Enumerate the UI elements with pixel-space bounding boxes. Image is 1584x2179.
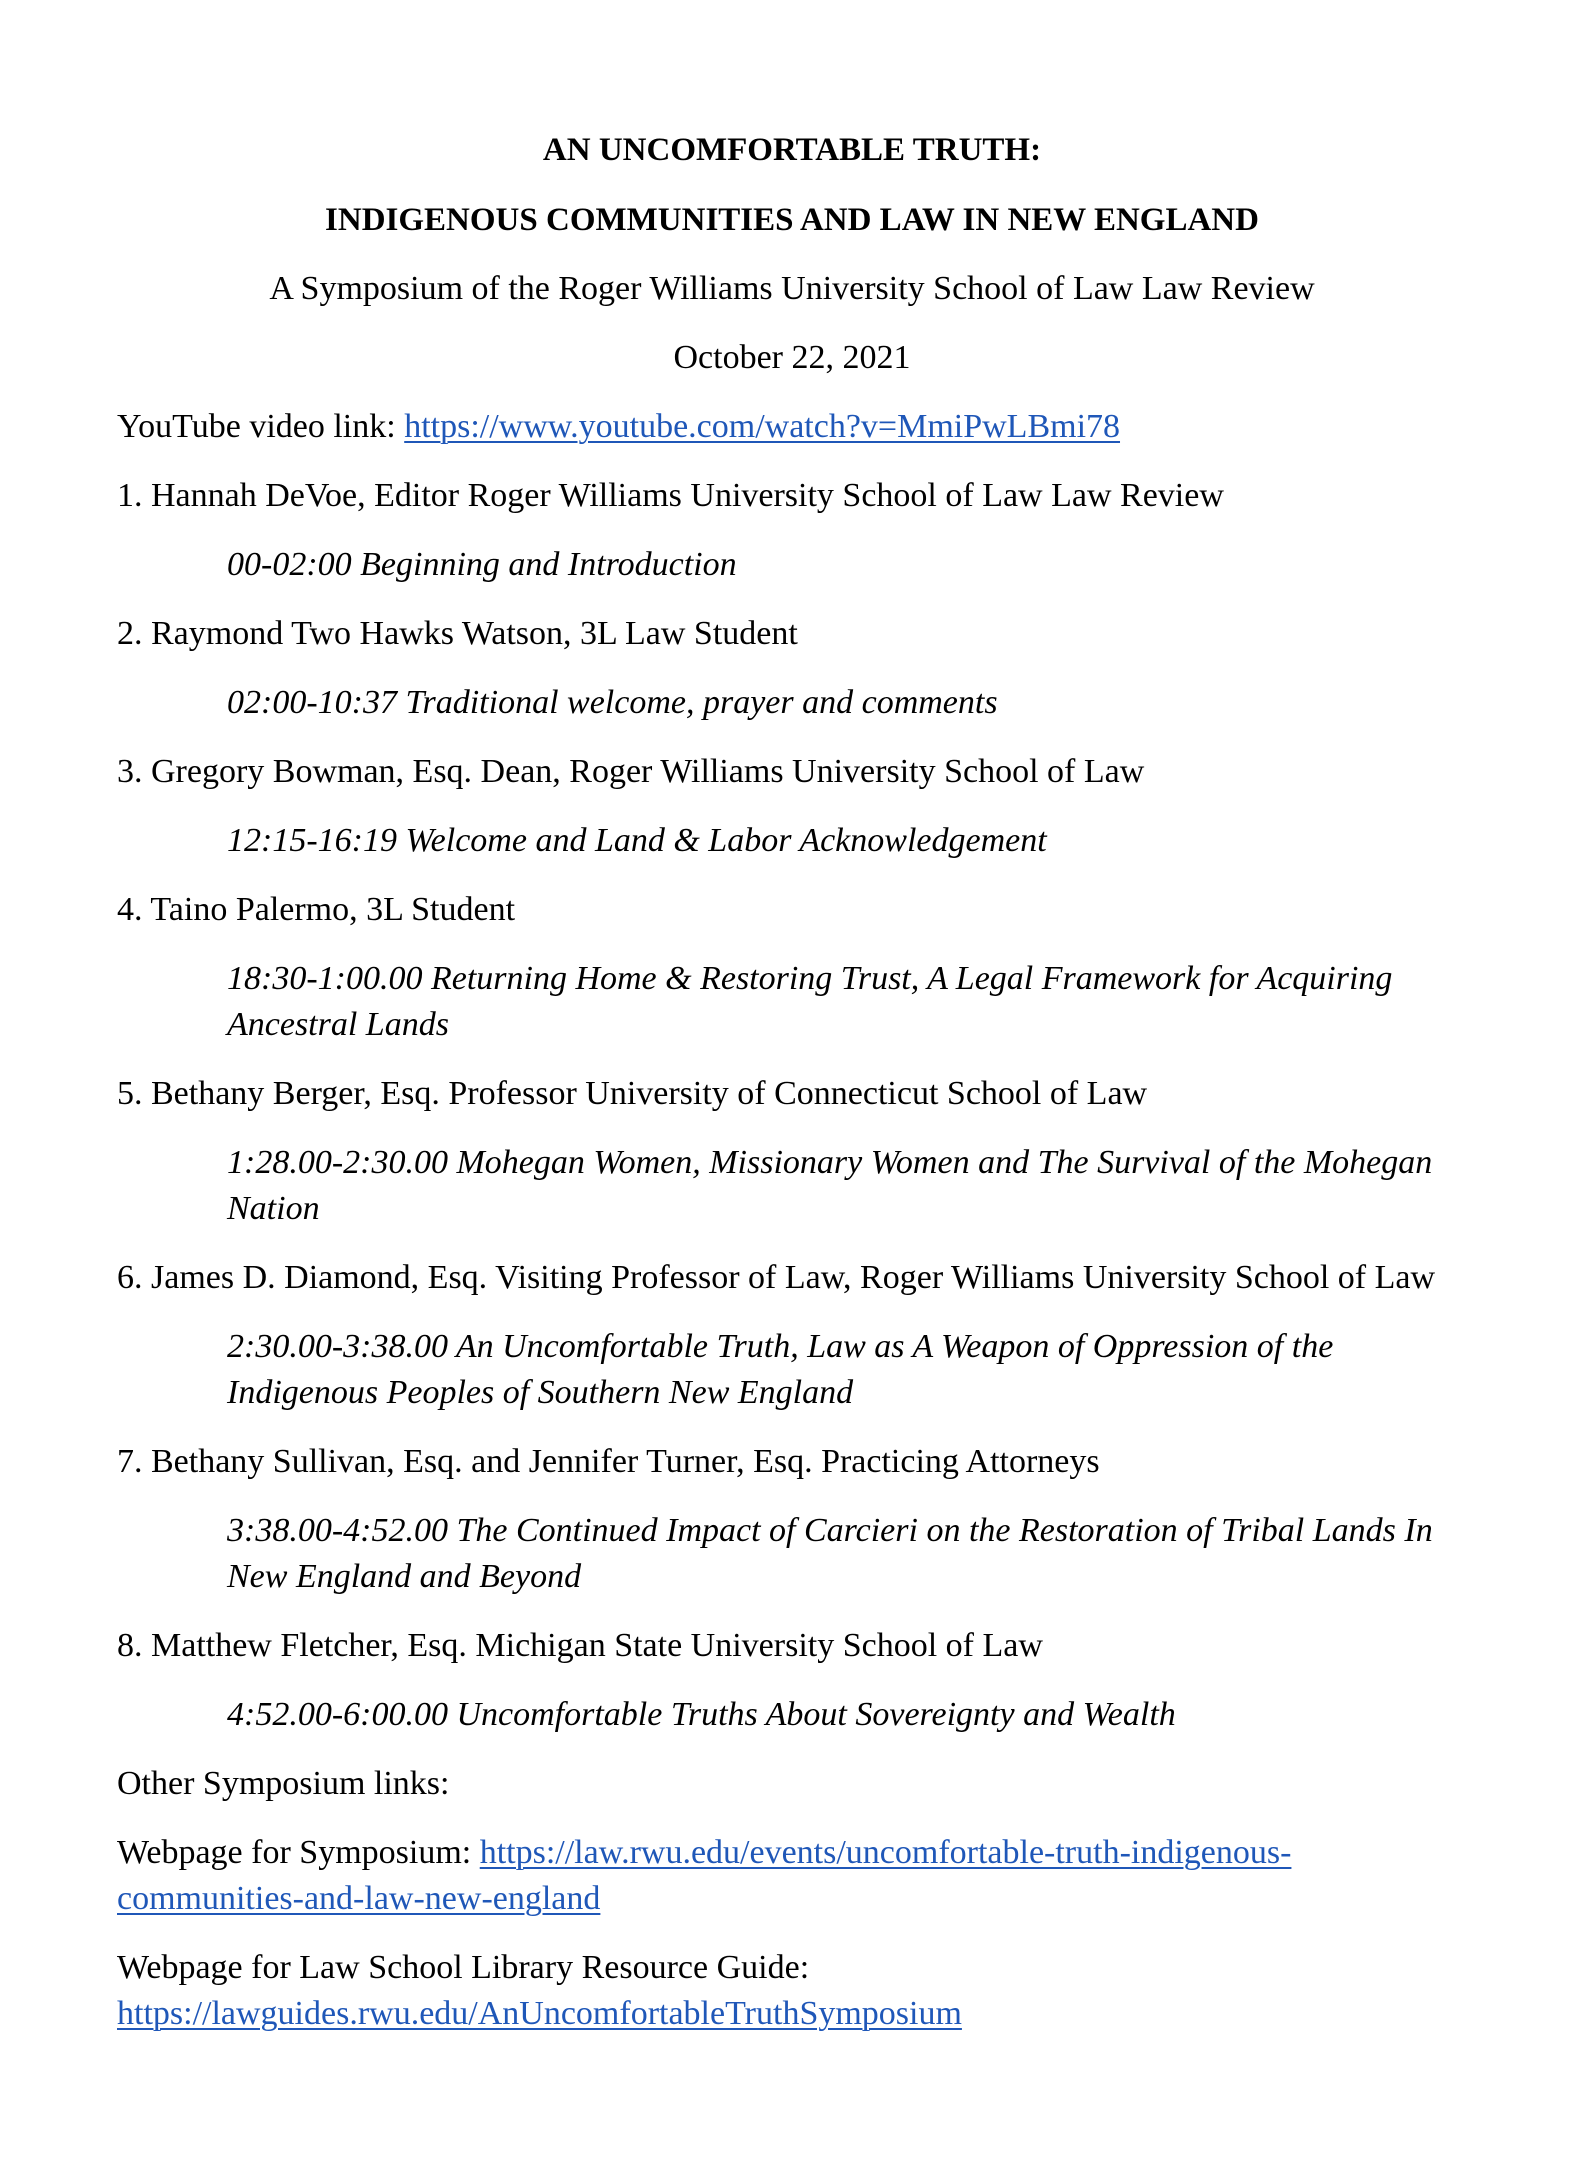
speaker-4-heading: 4. Taino Palermo, 3L Student (117, 891, 516, 928)
speaker-7-segment-line-2: New England and Beyond (227, 1558, 582, 1595)
speaker-5-heading: 5. Bethany Berger, Esq. Professor University of Connecticut School of Law (117, 1075, 1148, 1112)
video-link-line (117, 404, 1120, 450)
speaker-3-heading: 3. Gregory Bowman, Esq. Dean, Roger Williams University School of Law (117, 753, 1145, 790)
library-guide-label: Webpage for Law School Library Resource Guide: (117, 1949, 810, 1986)
video-link-label: YouTube video link: (117, 408, 405, 445)
other-links-heading: Other Symposium links: (117, 1765, 450, 1802)
event-date: October 22, 2021 (673, 339, 911, 376)
speaker-8-segment: 4:52.00-6:00.00 Uncomfortable Truths About Sovereignty and Wealth (227, 1696, 1176, 1733)
speaker-4-segment-line-2: Ancestral Lands (227, 1006, 449, 1043)
speaker-5-segment-line-1: 1:28.00-2:30.00 Mohegan Women, Missionary Women and The Survival of the Mohegan (227, 1144, 1433, 1181)
speaker-6-heading: 6. James D. Diamond, Esq. Visiting Professor of Law, Roger Williams University School of Law (117, 1259, 1436, 1296)
speaker-7-segment-line-1: 3:38.00-4:52.00 The Continued Impact of Carcieri on the Restoration of Tribal Lands In (227, 1512, 1433, 1549)
library-guide-link[interactable]: https://lawguides.rwu.edu/AnUncomfortableTruthSymposium (117, 1995, 962, 2032)
title-line-2: INDIGENOUS COMMUNITIES AND LAW IN NEW ENGLAND (325, 202, 1259, 238)
speaker-2-heading: 2. Raymond Two Hawks Watson, 3L Law Student (117, 615, 798, 652)
symposium-link-part-1[interactable]: https://law.rwu.edu/events/uncomfortable-truth-indigenous- (479, 1834, 1292, 1871)
speaker-1-heading: 1. Hannah DeVoe, Editor Roger Williams University School of Law Law Review (117, 477, 1224, 514)
speaker-3-segment: 12:15-16:19 Welcome and Land & Labor Acknowledgement (227, 822, 1047, 859)
speaker-6-segment-line-2: Indigenous Peoples of Southern New England (227, 1374, 854, 1411)
subtitle: A Symposium of the Roger Williams University School of Law Law Review (269, 270, 1315, 307)
speaker-1-segment: 00-02:00 Beginning and Introduction (227, 546, 737, 583)
title-line-1: AN UNCOMFORTABLE TRUTH: (542, 132, 1042, 168)
library-guide-link-line (117, 1991, 962, 2037)
speaker-6-segment-line-1: 2:30.00-3:38.00 An Uncomfortable Truth, Law as A Weapon of Oppression of the (227, 1328, 1334, 1365)
symposium-link-line-1 (117, 1830, 1291, 1876)
speaker-7-heading: 7. Bethany Sullivan, Esq. and Jennifer Turner, Esq. Practicing Attorneys (117, 1443, 1100, 1480)
symposium-link-part-2[interactable]: communities-and-law-new-england (117, 1880, 601, 1917)
speaker-5-segment-line-2: Nation (227, 1190, 320, 1227)
speaker-2-segment: 02:00-10:37 Traditional welcome, prayer and comments (227, 684, 998, 721)
speaker-8-heading: 8. Matthew Fletcher, Esq. Michigan State University School of Law (117, 1627, 1043, 1664)
symposium-link-label: Webpage for Symposium: (117, 1834, 480, 1871)
speaker-4-segment-line-1: 18:30-1:00.00 Returning Home & Restoring Trust, A Legal Framework for Acquiring (227, 960, 1393, 997)
symposium-link-line-2 (117, 1876, 600, 1922)
youtube-link[interactable]: https://www.youtube.com/watch?v=MmiPwLBmi78 (404, 408, 1121, 445)
